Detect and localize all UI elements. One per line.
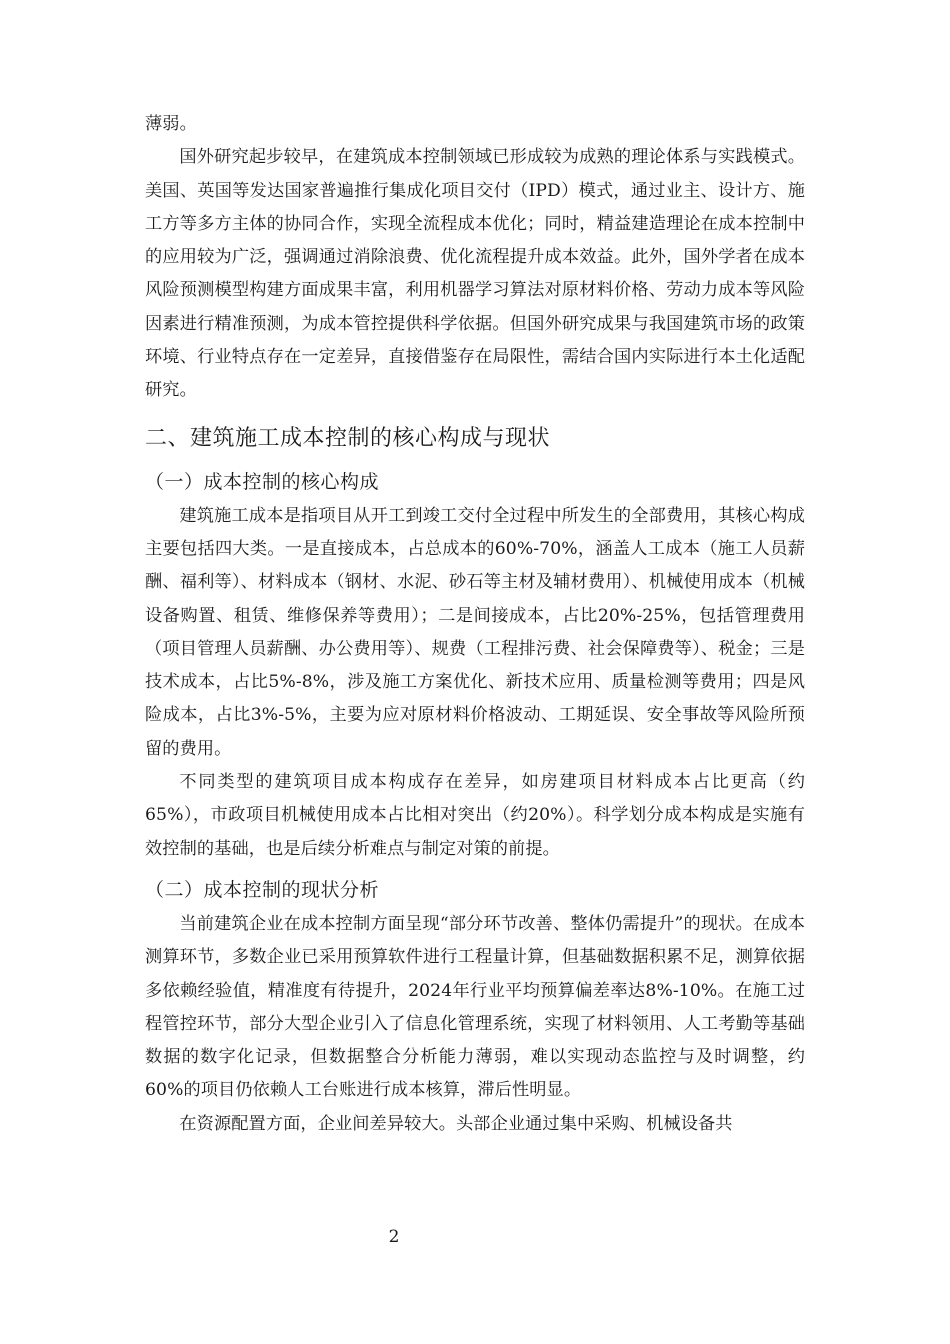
paragraph-foreign-research: 国外研究起步较早，在建筑成本控制领域已形成较为成熟的理论体系与实践模式。美国、英国等发达国家普遍推行集成化项目交付（IPD）模式，通过业主、设计方、施工方等多方主体的协同合作，实现全流程成本优化；同时，精益建造理论在成本控制中的应用较为广泛，强调通过消除浪费、优化流程提升成本效益。此外，国外学者在成本风险预测模型构建方面成果丰富，利用机器学习算法对原材料价格、劳动力成本等风险因素进行精准预测，为成本管控提供科学依据。但国外研究成果与我国建筑市场的政策环境、行业特点存在一定差异，直接借鉴存在局限性，需结合国内实际进行本土化适配研究。 [145, 147, 805, 401]
section-heading: 二、建筑施工成本控制的核心构成与现状 [145, 425, 551, 451]
paragraph-continuation: 薄弱。 [145, 114, 197, 134]
subsection-heading-status-analysis: （二）成本控制的现状分析 [145, 878, 380, 901]
paragraph-cost-composition: 建筑施工成本是指项目从开工到竣工交付全过程中所发生的全部费用，其核心构成主要包括四大类。一是直接成本，占总成本的60%-70%，涵盖人工成本（施工人员薪酬、福利等）、材料成本（钢材、水泥、砂石等主材及辅材费用）、机械使用成本（机械设备购置、租赁、维修保养等费用）；二是间接成本，占比20%-25%，包括管理费用（项目管理人员薪酬、办公费用等）、规费（工程排污费、社会保障费等）、税金；三是技术成本，占比5%-8%，涉及施工方案优化、新技术应用、质量检测等费用；四是风险成本，占比3%-5%，主要为应对原材料价格波动、工期延误、安全事故等风险所预留的费用。 [145, 505, 805, 759]
paragraph-current-status: 当前建筑企业在成本控制方面呈现“部分环节改善、整体仍需提升”的现状。在成本测算环节，多数企业已采用预算软件进行工程量计算，但基础数据积累不足，测算依据多依赖经验值，精准度有待提升，2024年行业平均预算偏差率达8%-10%。在施工过程管控环节，部分大型企业引入了信息化管理系统，实现了材料领用、人工考勤等基础数据的数字化记录，但数据整合分析能力薄弱，难以实现动态监控与及时调整，约60%的项目仍依赖人工台账进行成本核算，滞后性明显。 [145, 913, 805, 1101]
subsection-heading-core-composition: （一）成本控制的核心构成 [145, 470, 380, 493]
paragraph-resource-allocation: 在资源配置方面，企业间差异较大。头部企业通过集中采购、机械设备共 [179, 1113, 733, 1134]
page-number: 2 [388, 1227, 400, 1247]
paragraph-project-differences: 不同类型的建筑项目成本构成存在差异，如房建项目材料成本占比更高（约65%），市政项目机械使用成本占比相对突出（约20%）。科学划分成本构成是实施有效控制的基础，也是后续分析难点与制定对策的前提。 [145, 772, 805, 859]
page-content [145, 108, 805, 1141]
